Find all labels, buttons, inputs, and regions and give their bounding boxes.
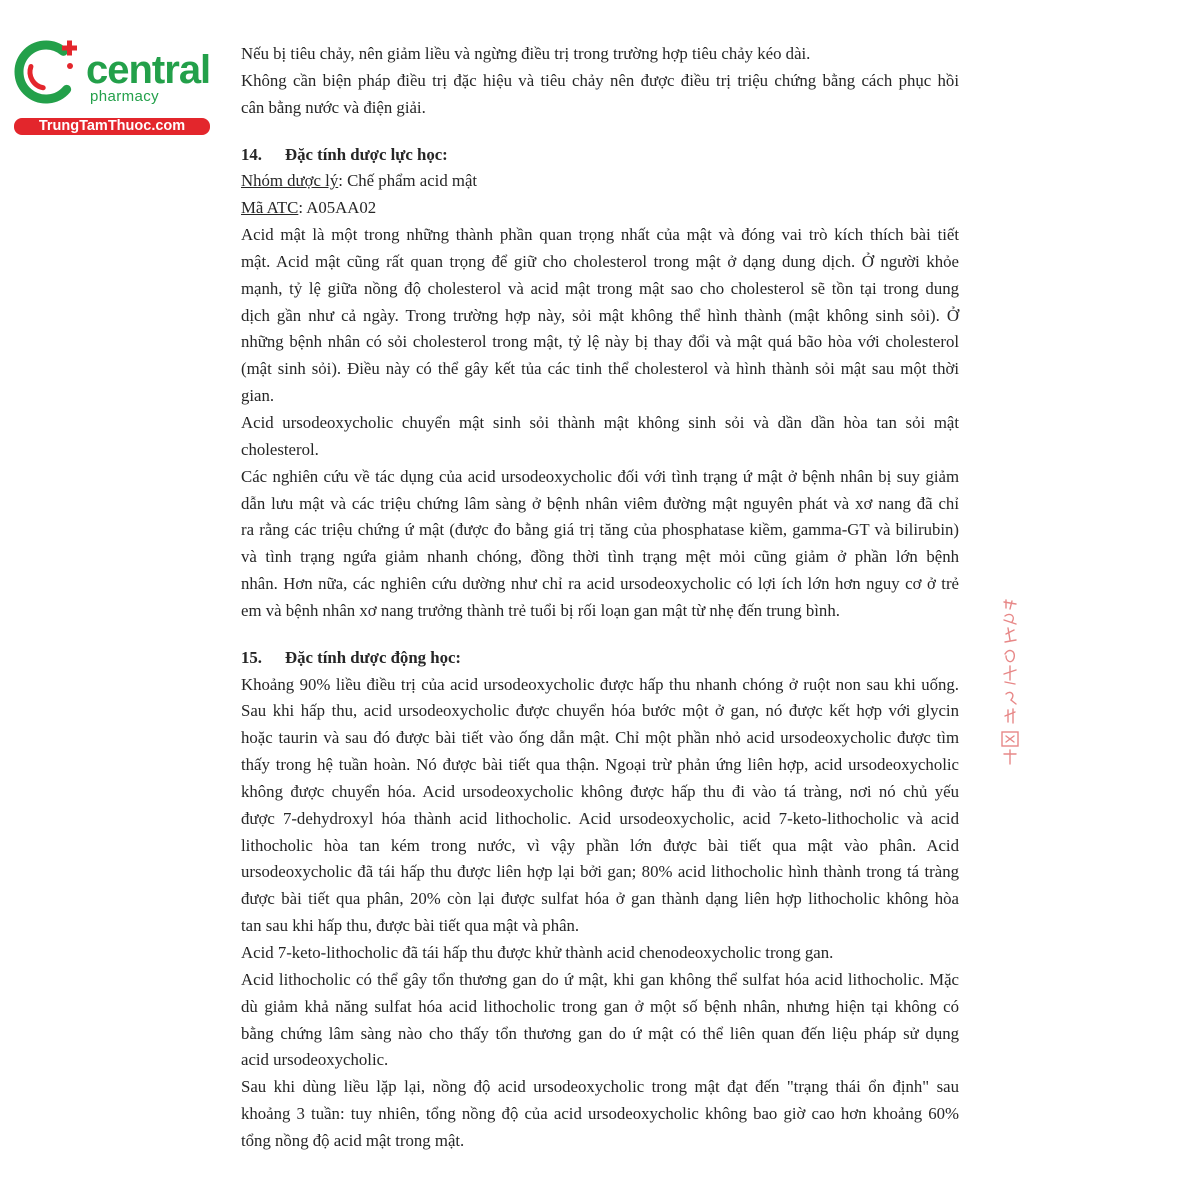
text-line: Không cần biện pháp điều trị đặc hiệu và tiêu chảy nên được điều trị triệu chứng bằng cách phục hồi <box>241 70 959 90</box>
red-stamp <box>996 598 1026 768</box>
text-line: mạnh, tỷ lệ giữa nồng độ cholesterol và acid mật trong mật sao cho cholesterol sẽ tồn tại trong dung <box>241 278 959 298</box>
section-14-heading <box>241 142 959 169</box>
section-15-heading <box>241 645 959 672</box>
text-line: Acid 7-keto-lithocholic đã tái hấp thu được khử thành acid chenodeoxycholic trong gan. <box>241 943 834 962</box>
document-body <box>241 41 959 1155</box>
text-line: bằng chứng lâm sàng nào cho thấy tổn thương gan do ứ mật có thể liên quan đến liệu pháp sử dụng <box>241 1023 959 1043</box>
text-line: gian. <box>241 386 275 406</box>
brand-name: central <box>86 48 211 92</box>
paragraph <box>241 410 959 464</box>
brand-tagline: pharmacy <box>90 88 160 105</box>
field-label: Mã ATC <box>241 198 299 218</box>
text-line: Sau khi hấp thu, acid ursodeoxycholic được chuyển hóa bước một ở gan, nó được kết hợp với glycin <box>241 701 959 721</box>
text-line: acid ursodeoxycholic. <box>241 1050 389 1070</box>
paragraph <box>241 68 959 122</box>
text-line: dịch gần như cả ngày. Trong trường hợp này, sỏi mật không thể hình thành (mật không sinh sỏi). Ở <box>241 305 959 325</box>
text-line: ra rằng các triệu chứng ứ mật (được đo bằng giá trị tăng của phosphatase kiềm, gamma-GT và bilirubin) <box>241 520 959 540</box>
text-line: Acid mật là một trong những thành phần quan trọng nhất của mật và đóng vai trò kích thích bài tiết <box>241 225 959 245</box>
field-value: : Chế phẩm acid mật <box>338 171 478 191</box>
atc-code <box>241 195 959 222</box>
paragraph <box>241 967 959 1074</box>
text-line: không được chuyển hóa. Acid ursodeoxycholic không được hấp thu đi vào tá tràng, nơi nó chủ yếu <box>241 781 959 801</box>
paragraph <box>241 464 959 625</box>
section-title: Đặc tính dược động học: <box>285 647 462 667</box>
text-line: dù giảm khả năng sulfat hóa acid lithocholic trong gan ở một số bệnh nhân, nhưng hiện tại không có <box>241 996 959 1016</box>
section-title: Đặc tính dược lực học: <box>285 144 448 164</box>
paragraph <box>241 222 959 410</box>
paragraph <box>241 1074 959 1155</box>
text-line: Acid lithocholic có thể gây tổn thương gan do ứ mật, khi gan không thể sulfat hóa acid lithocholic. Mặc <box>241 969 959 989</box>
text-line: cân bằng nước và điện giải. <box>241 97 426 117</box>
paragraph <box>241 672 959 940</box>
text-line: và tình trạng ngứa giảm nhanh chóng, đồng thời tình trạng mệt mỏi cũng giảm ở phần lớn bệnh <box>241 547 959 567</box>
section-number: 15. <box>241 647 262 667</box>
field-value: : A05AA02 <box>298 198 377 218</box>
pharmacological-group <box>241 168 959 195</box>
text-line: lithocholic hòa tan kém trong nước, vì vậy phần lớn được bài tiết qua mật vào phân. Acid <box>241 835 959 855</box>
text-line: Khoảng 90% liều điều trị của acid ursodeoxycholic được hấp thu nhanh chóng ở ruột non sau khi uống. <box>241 674 959 694</box>
text-line: Các nghiên cứu về tác dụng của acid ursodeoxycholic đối với tình trạng ứ mật ở bệnh nhân bị suy giảm <box>241 466 959 486</box>
text-line: thấy trong hệ tuần hoàn. Nó được bài tiết qua thận. Ngoại trừ phản ứng liên hợp, acid ursodeoxycholic <box>241 755 959 775</box>
text-line: được 7-dehydroxyl hóa thành acid lithocholic. Acid ursodeoxycholic, acid 7-keto-lithocholic và acid <box>241 808 959 828</box>
text-line: mật. Acid mật cũng rất quan trọng để giữ cho cholesterol trong mật ở dạng dung dịch. Ở người khỏe <box>241 251 959 271</box>
field-label: Nhóm dược lý <box>241 171 339 191</box>
text-line: ursodeoxycholic đã tái hấp thu được liên hợp lại bởi gan; 80% acid lithocholic hình thành trong tá tràng <box>241 862 959 882</box>
c-cross-icon <box>12 38 80 106</box>
text-line: tan sau khi hấp thu, được bài tiết qua mật và phân. <box>241 916 580 936</box>
text-line: hoặc taurin và sau đó được bài tiết vào ống dẫn mật. Chỉ một phần nhỏ acid ursodeoxycholic được tìm <box>241 728 959 748</box>
text-line: Acid ursodeoxycholic chuyển mật sinh sỏi thành mật không sinh sỏi và dần dần hòa tan sỏi mật <box>241 412 959 432</box>
intro-section <box>241 41 959 122</box>
text-line: cholesterol. <box>241 439 319 459</box>
text-line: khoảng 3 tuần: tuy nhiên, tổng nồng độ của acid ursodeoxycholic không bao giờ cao hơn khoảng 60% <box>241 1104 959 1124</box>
text-line: được bài tiết qua phân, 20% còn lại được sulfat hóa ở gan thành dạng liên hợp lithocholic không hòa <box>241 889 959 909</box>
text-line: nhân. Hơn nữa, các nghiên cứu dường như chỉ ra acid ursodeoxycholic có lợi ích lớn hơn nguy cơ ở trẻ <box>241 574 959 594</box>
paragraph <box>241 41 959 68</box>
paragraph <box>241 940 959 967</box>
text-line: (mật sinh sỏi). Điều này có thể gây kết tủa các tinh thể cholesterol và hình thành sỏi mật sau một thời <box>241 359 959 379</box>
section-14-body <box>241 222 959 625</box>
section-number: 14. <box>241 144 262 164</box>
text-line: tổng nồng độ acid mật trong mật. <box>241 1130 465 1150</box>
section-15-body <box>241 672 959 1155</box>
text-line: em và bệnh nhân xơ nang trưởng thành trẻ tuổi bị rối loạn gan mật từ nhẹ đến trung bình. <box>241 600 840 620</box>
text-line: Sau khi dùng liều lặp lại, nồng độ acid ursodeoxycholic trong mật đạt đến "trạng thái ổn định" sau <box>241 1077 959 1097</box>
text-line: dẫn lưu mật và các triệu chứng lâm sàng ở bệnh nhân viêm đường mật nguyên phát và xơ nang đã chỉ <box>241 493 959 513</box>
text-line: Nếu bị tiêu chảy, nên giảm liều và ngừng điều trị trong trường hợp tiêu chảy kéo dài. <box>241 44 811 63</box>
text-line: những bệnh nhân có sỏi cholesterol trong mật, tỷ lệ này bị thay đổi và mật quá bão hòa với cholesterol <box>241 332 959 352</box>
brand-site-banner: TrungTamThuoc.com <box>14 118 210 135</box>
